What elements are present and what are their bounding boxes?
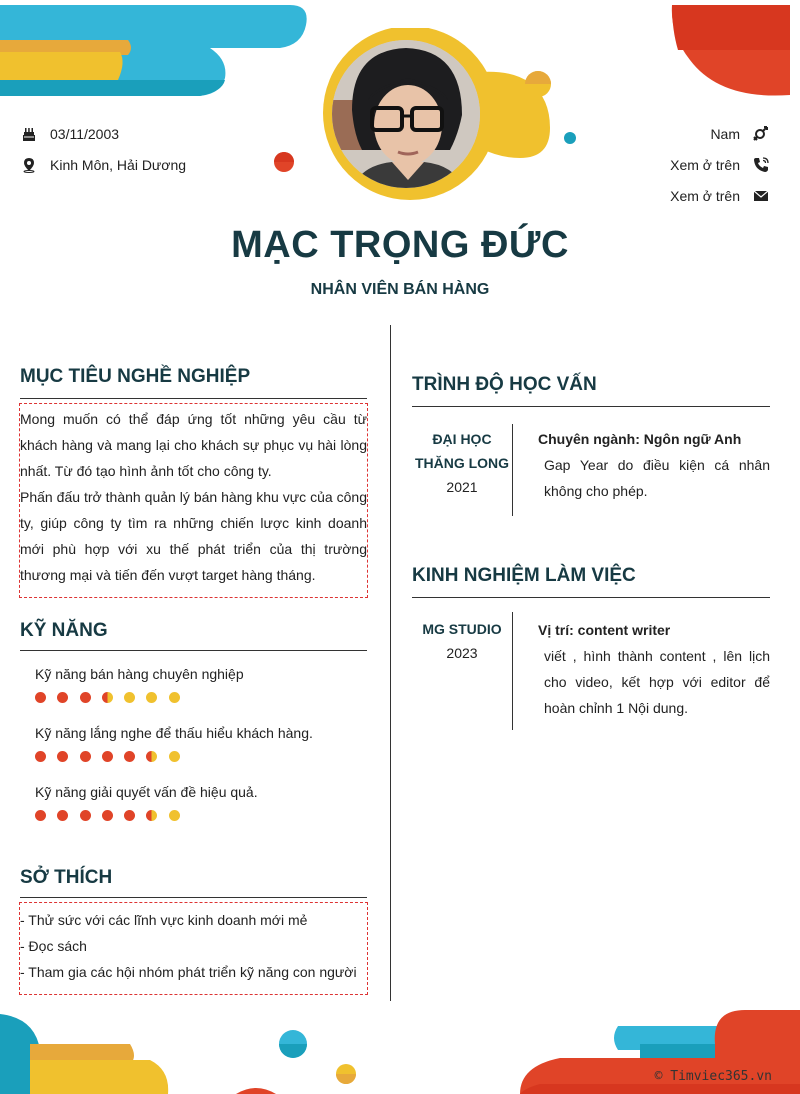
- objective-box: [19, 403, 368, 598]
- skill-dot: [102, 692, 113, 703]
- phone-icon: [752, 156, 770, 174]
- skill-dot: [102, 810, 113, 821]
- school-line-1: ĐẠI HỌC: [432, 431, 492, 447]
- skill-rating-3: [35, 810, 191, 821]
- experience-description: viết , hình thành content , lên lịch cho video, kết hợp với editor để hoàn chỉnh 1 Nội dung.: [544, 648, 770, 716]
- company-name: MG STUDIO: [422, 621, 502, 637]
- education-note: Gap Year do điều kiện cá nhân không cho phép.: [544, 457, 770, 499]
- objective-line-2: Phấn đấu trở thành quản lý bán hàng khu vực của công ty, giúp công ty tìm ra những chiến lược kinh doanh mới phù hợp với xu thế phát triển của thị trường thương mại và tiến đến vượt target hàng tháng.: [20, 489, 367, 583]
- education-divider: [512, 424, 513, 516]
- skill-dot: [146, 810, 157, 821]
- address-row: [20, 156, 186, 174]
- email-row: [670, 187, 770, 205]
- gender-text: Nam: [710, 126, 740, 142]
- skill-rating-1: [35, 692, 191, 703]
- education-major: Chuyên ngành: Ngôn ngữ Anh: [538, 431, 742, 447]
- education-title: TRÌNH ĐỘ HỌC VẤN: [412, 374, 597, 395]
- skill-label-2: Kỹ năng lắng nghe để thấu hiểu khách hàng.: [35, 725, 313, 741]
- skill-dot: [124, 810, 135, 821]
- education-school-block: [412, 427, 512, 499]
- experience-position: Vị trí: content writer: [538, 622, 671, 638]
- experience-company-block: [412, 617, 512, 665]
- phone-text: Xem ở trên: [670, 157, 740, 173]
- objective-underline: [20, 398, 367, 399]
- birthdate-row: [20, 125, 119, 143]
- skill-label-1: Kỹ năng bán hàng chuyên nghiệp: [35, 666, 244, 682]
- hobby-item-3: - Tham gia các hội nhóm phát triển kỹ năng con người: [20, 964, 357, 980]
- skill-dot: [80, 810, 91, 821]
- hobby-item-1: - Thử sức với các lĩnh vực kinh doanh mới mẻ: [20, 912, 308, 928]
- skill-dot: [35, 751, 46, 762]
- candidate-role: NHÂN VIÊN BÁN HÀNG: [310, 281, 490, 298]
- skill-dot: [57, 692, 68, 703]
- hobby-item-2: - Đọc sách: [20, 938, 87, 954]
- decor-top-right: [660, 0, 800, 100]
- skill-dot: [124, 751, 135, 762]
- footer-credit: © Timviec365.vn: [654, 1069, 772, 1084]
- skill-dot: [102, 751, 113, 762]
- skill-dot: [124, 692, 135, 703]
- experience-underline: [412, 597, 770, 598]
- gender-row: [710, 125, 770, 143]
- skill-dot: [80, 692, 91, 703]
- skill-label-3: Kỹ năng giải quyết vấn đề hiệu quả.: [35, 784, 258, 800]
- experience-divider: [512, 612, 513, 730]
- birthdate-text: 03/11/2003: [50, 126, 120, 142]
- hobbies-title: SỞ THÍCH: [20, 867, 113, 888]
- skill-dot: [169, 692, 180, 703]
- cake-icon: [20, 125, 38, 143]
- envelope-icon: [752, 187, 770, 205]
- school-line-2: THĂNG LONG: [414, 455, 510, 471]
- hobbies-underline: [20, 897, 367, 898]
- objective-title: MỤC TIÊU NGHỀ NGHIỆP: [20, 366, 251, 387]
- experience-title: KINH NGHIỆM LÀM VIỆC: [412, 565, 636, 586]
- education-year: 2021: [446, 479, 478, 495]
- hobbies-box: [19, 902, 368, 995]
- objective-line-1: Mong muốn có thể đáp ứng tốt những yêu cầu từ khách hàng và mang lại cho khách sự phục vụ hài lòng nhất. Từ đó tạo hình ảnh tốt cho công ty.: [20, 411, 367, 479]
- skill-dot: [169, 751, 180, 762]
- education-underline: [412, 406, 770, 407]
- candidate-name: MẠC TRỌNG ĐỨC: [231, 224, 569, 266]
- decor-bottom-left: [0, 1010, 380, 1094]
- skills-title: KỸ NĂNG: [20, 620, 108, 641]
- avatar: [332, 40, 480, 188]
- skill-dot: [35, 810, 46, 821]
- skill-dot: [57, 810, 68, 821]
- skill-dot: [146, 692, 157, 703]
- phone-row: [670, 156, 770, 174]
- address-text: Kinh Môn, Hải Dương: [50, 157, 187, 173]
- email-text: Xem ở trên: [670, 188, 740, 204]
- skill-dot: [35, 692, 46, 703]
- column-divider: [390, 325, 391, 1001]
- gender-icon: [752, 125, 770, 143]
- skills-underline: [20, 650, 367, 651]
- skill-rating-2: [35, 751, 191, 762]
- location-pin-icon: [20, 156, 38, 174]
- skill-dot: [80, 751, 91, 762]
- experience-year: 2023: [446, 645, 478, 661]
- skill-dot: [146, 751, 157, 762]
- skill-dot: [169, 810, 180, 821]
- skill-dot: [57, 751, 68, 762]
